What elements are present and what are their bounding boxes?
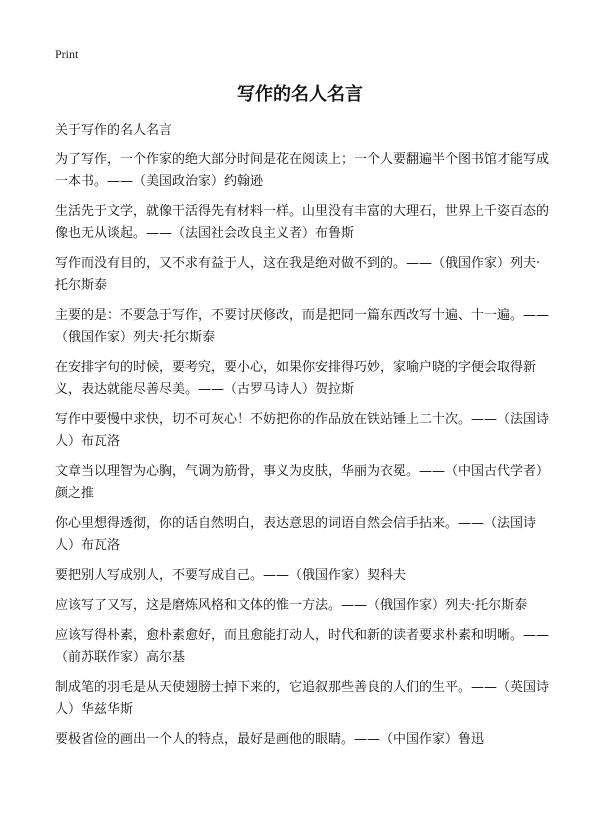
quote-item: 要把别人写成别人，不要写成自己。——（俄国作家）契科夫 xyxy=(55,568,407,583)
intro-text: 关于写作的名人名言 xyxy=(55,123,173,138)
quote-item: 在安排字句的时候，要考究，要小心，如果你安排得巧妙，家喻户晓的字便会取得新义，表达就能尽善尽美。——（古罗马诗人）贺拉斯 xyxy=(55,360,537,397)
quote-item: 要极省俭的画出一个人的特点，最好是画他的眼睛。——（中国作家）鲁迅 xyxy=(55,732,485,747)
quote-item: 制成笔的羽毛是从天使翅膀士掉下来的，它追叙那些善良的人们的生平。——（英国诗人）华兹华斯 xyxy=(55,680,550,717)
quote-item: 文章当以理智为心胸，气调为筋骨，事义为皮肤，华丽为衣冕。——（中国古代学者）颜之推 xyxy=(55,464,550,501)
quote-item: 写作中要慢中求快，切不可灰心！不妨把你的作品放在铁站锤上二十次。——（法国诗人）布瓦洛 xyxy=(55,412,550,449)
quote-item: 写作而没有目的，又不求有益于人，这在我是绝对做不到的。——（俄国作家）列夫·托尔斯泰 xyxy=(55,256,541,293)
quote-item: 应该写了又写，这是磨炼风格和文体的惟一方法。——（俄国作家）列夫·托尔斯泰 xyxy=(55,598,528,613)
print-link[interactable]: Print xyxy=(55,47,79,61)
quote-item: 为了写作，一个作家的绝大部分时间是花在阅读上；一个人要翻遍半个图书馆才能写成一本书。——（美国政治家）约翰逊 xyxy=(55,152,550,189)
quote-item: 生活先于文学，就像干活得先有材料一样。山里没有丰富的大理石，世界上千姿百态的像也无从谈起。——（法国社会改良主义者）布鲁斯 xyxy=(55,204,550,241)
page-title: 写作的名人名言 xyxy=(237,84,363,105)
quote-item: 应该写得朴素，愈朴素愈好，而且愈能打动人，时代和新的读者要求朴素和明晰。——（前苏联作家）高尔基 xyxy=(55,628,550,665)
quote-item: 主要的是：不要急于写作，不要讨厌修改，而是把同一篇东西改写十遍、十一遍。——（俄国作家）列夫·托尔斯泰 xyxy=(55,308,550,345)
quote-list xyxy=(55,120,550,759)
quote-item: 你心里想得透彻，你的话自然明白，表达意思的词语自然会信手拈来。——（法国诗人）布瓦洛 xyxy=(55,516,537,553)
